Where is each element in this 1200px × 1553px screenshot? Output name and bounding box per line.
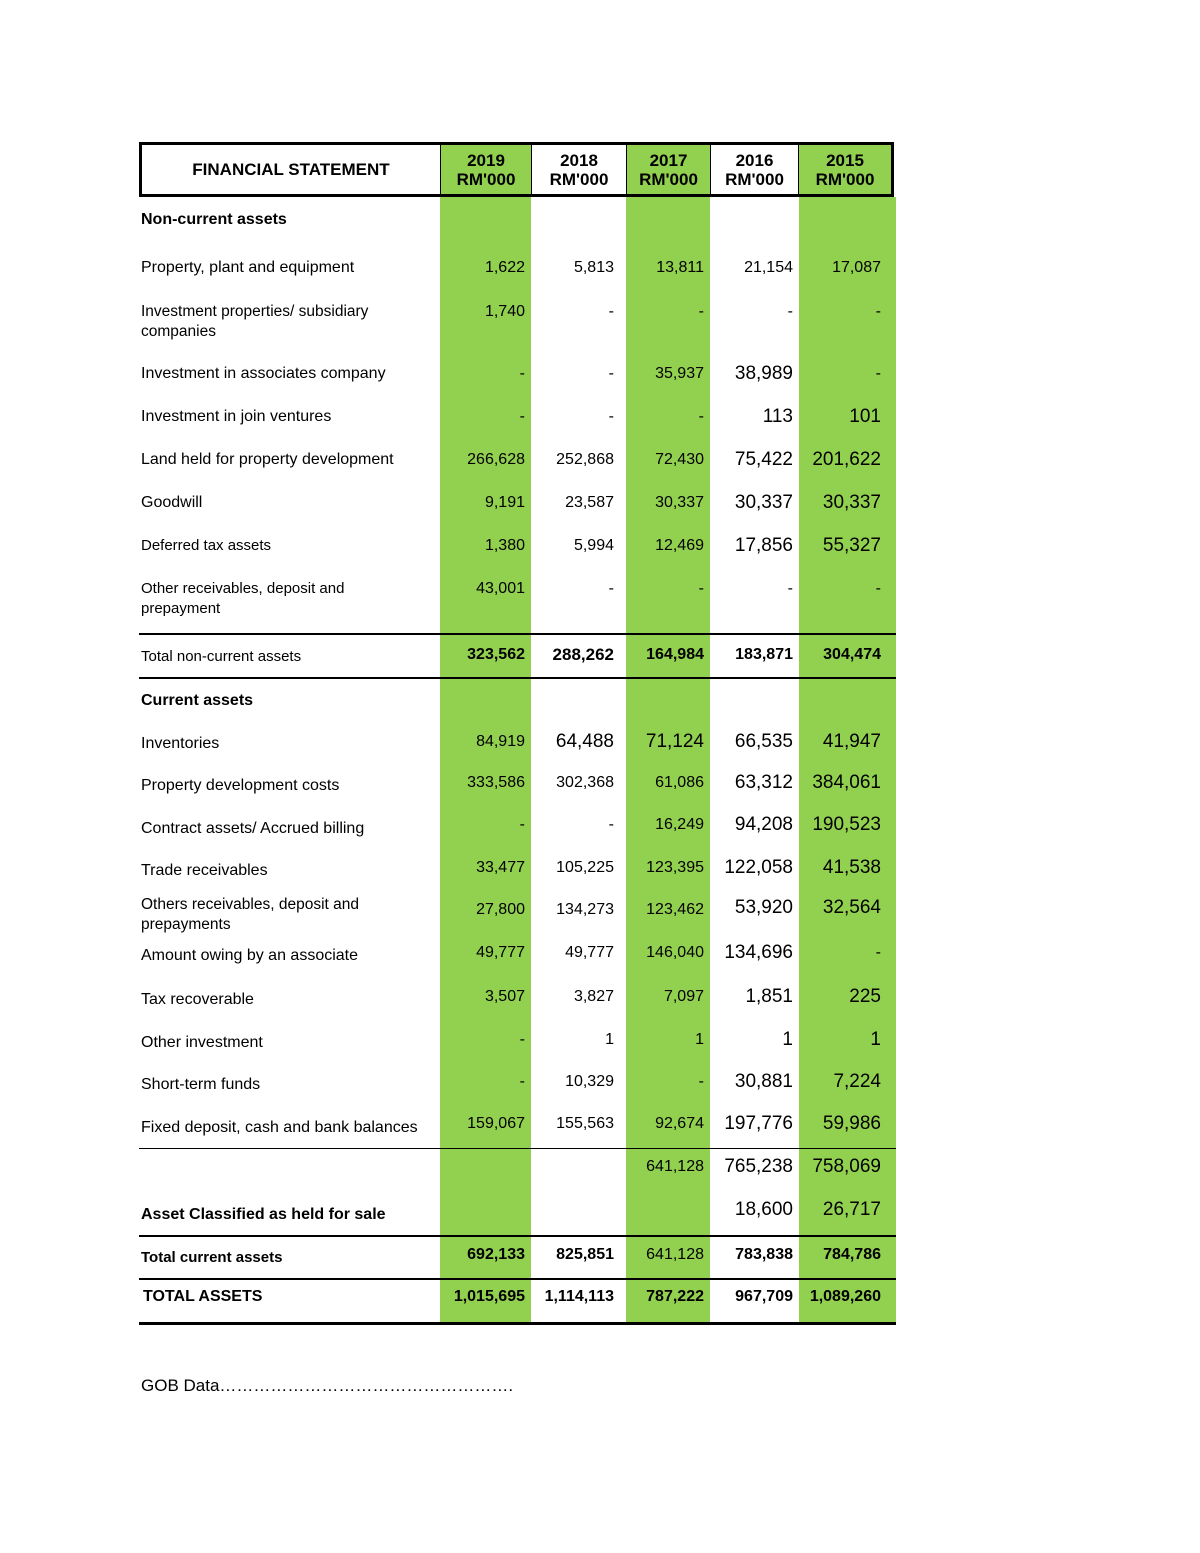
cell-2019: 84,919 xyxy=(476,733,525,750)
cell-2018: - xyxy=(608,365,614,382)
cell-2018: - xyxy=(608,816,614,833)
cell-2015: 225 xyxy=(849,986,881,1007)
cell-2017: 71,124 xyxy=(645,731,704,752)
cell-2016: 967,709 xyxy=(735,1288,793,1305)
row-label: Deferred tax assets xyxy=(141,537,272,554)
cell-2016: - xyxy=(787,303,793,320)
row-label: Other receivables, deposit and prepayment xyxy=(141,580,345,617)
cell-2017: 1 xyxy=(695,1031,704,1048)
year-header-2016 xyxy=(711,145,798,194)
cell-2018: 1,114,113 xyxy=(544,1288,614,1305)
cell-2015: 190,523 xyxy=(812,814,881,835)
cell-2015: 32,564 xyxy=(822,897,881,918)
cell-2017: 164,984 xyxy=(646,646,704,663)
cell-2016: 783,838 xyxy=(735,1246,793,1263)
row-label: Property development costs xyxy=(141,777,340,794)
cell-2015: 41,947 xyxy=(822,731,881,752)
cell-2017: 30,337 xyxy=(655,494,704,511)
cell-2019: 266,628 xyxy=(467,451,525,468)
cell-2015: 7,224 xyxy=(833,1071,881,1092)
cell-2015: 26,717 xyxy=(822,1199,881,1220)
divider xyxy=(139,1322,896,1325)
cell-2018: 1 xyxy=(605,1031,614,1048)
year-header-2019 xyxy=(441,145,531,194)
cell-2015: 201,622 xyxy=(812,449,881,470)
cell-2017: 16,249 xyxy=(655,816,704,833)
row-label: Inventories xyxy=(141,735,220,752)
cell-2017: - xyxy=(698,580,704,597)
cell-2016: 1 xyxy=(782,1029,793,1050)
cell-2015: 1,089,260 xyxy=(809,1288,881,1305)
cell-2017: 641,128 xyxy=(646,1158,704,1175)
divider xyxy=(139,1148,896,1149)
row-label: Goodwill xyxy=(141,494,203,511)
cell-2016: - xyxy=(787,580,793,597)
cell-2016: 66,535 xyxy=(734,731,793,752)
year-label: 2016 xyxy=(735,150,774,170)
cell-2018: 23,587 xyxy=(565,494,614,511)
cell-2019: 1,740 xyxy=(484,303,525,320)
cell-2015: 59,986 xyxy=(822,1113,881,1134)
cell-2019: 323,562 xyxy=(467,646,525,663)
cell-2016: 53,920 xyxy=(734,897,793,918)
cell-2015: 304,474 xyxy=(823,646,881,663)
row-label: Investment in join ventures xyxy=(141,408,332,425)
cell-2016: 183,871 xyxy=(735,646,793,663)
cell-2017: 13,811 xyxy=(656,259,704,276)
row-label: Investment properties/ subsidiary companies xyxy=(141,303,369,340)
year-header-2015 xyxy=(799,145,891,194)
unit-label: RM'000 xyxy=(639,169,698,189)
cell-2015: - xyxy=(875,580,881,597)
cell-2015: 1 xyxy=(870,1029,881,1050)
cell-2017: 123,462 xyxy=(646,901,704,918)
cell-2019: 159,067 xyxy=(467,1115,525,1132)
cell-2016: 197,776 xyxy=(724,1113,793,1134)
row-label: Amount owing by an associate xyxy=(141,947,359,964)
row-label: Investment in associates company xyxy=(141,365,386,382)
row-label: Total current assets xyxy=(141,1249,283,1266)
cell-2018: 252,868 xyxy=(556,451,614,468)
cell-2018: - xyxy=(608,408,614,425)
cell-2019: - xyxy=(519,1031,525,1048)
year-header-2018 xyxy=(532,145,626,194)
cell-2016: 18,600 xyxy=(734,1199,793,1220)
cell-2015: 55,327 xyxy=(822,535,881,556)
cell-2017: 61,086 xyxy=(655,774,704,791)
cell-2016: 75,422 xyxy=(734,449,793,470)
cell-2017: 35,937 xyxy=(655,365,704,382)
cell-2018: 825,851 xyxy=(556,1246,614,1263)
section-heading: Current assets xyxy=(141,692,254,709)
cell-2018: 288,262 xyxy=(552,645,614,664)
cell-2015: 30,337 xyxy=(822,492,881,513)
cell-2018: 5,994 xyxy=(573,537,614,554)
row-label: Contract assets/ Accrued billing xyxy=(141,820,365,837)
unit-label: RM'000 xyxy=(549,169,609,189)
cell-2015: 784,786 xyxy=(823,1246,881,1263)
row-label: Total non-current assets xyxy=(141,648,302,665)
cell-2018: 155,563 xyxy=(556,1115,614,1132)
cell-2016: 765,238 xyxy=(724,1156,793,1177)
cell-2019: - xyxy=(519,816,525,833)
cell-2015: - xyxy=(875,303,881,320)
cell-2015: 41,538 xyxy=(822,857,881,878)
cell-2019: 49,777 xyxy=(476,944,525,961)
cell-2019: 43,001 xyxy=(476,580,525,597)
row-label: Land held for property development xyxy=(141,451,394,468)
row-label: Others receivables, deposit and prepayments xyxy=(141,896,359,933)
cell-2017: 92,674 xyxy=(655,1115,704,1132)
year-label: 2017 xyxy=(649,150,688,170)
cell-2018: - xyxy=(608,303,614,320)
cell-2019: 1,015,695 xyxy=(453,1288,525,1305)
row-label: Property, plant and equipment xyxy=(141,259,355,276)
cell-2017: - xyxy=(698,1073,704,1090)
cell-2019: 1,622 xyxy=(484,259,525,276)
cell-2017: 123,395 xyxy=(646,859,704,876)
cell-2018: 49,777 xyxy=(565,944,614,961)
cell-2019: 9,191 xyxy=(484,494,525,511)
cell-2017: 72,430 xyxy=(655,451,704,468)
cell-2019: - xyxy=(519,408,525,425)
row-label: TOTAL ASSETS xyxy=(143,1288,263,1305)
unit-label: RM'000 xyxy=(815,169,875,189)
cell-2018: 64,488 xyxy=(555,731,614,752)
year-label: 2015 xyxy=(826,150,864,170)
cell-2017: 787,222 xyxy=(646,1288,704,1305)
cell-2016: 94,208 xyxy=(734,814,793,835)
row-label: Other investment xyxy=(141,1034,263,1051)
cell-2015: 758,069 xyxy=(812,1156,881,1177)
cell-2018: 105,225 xyxy=(556,859,614,876)
cell-2015: 101 xyxy=(849,406,881,427)
unit-label: RM'000 xyxy=(725,169,784,189)
cell-2017: - xyxy=(698,408,704,425)
cell-2015: 17,087 xyxy=(832,259,881,276)
cell-2016: 17,856 xyxy=(734,535,793,556)
row-label: Asset Classified as held for sale xyxy=(141,1206,386,1223)
year-label: 2018 xyxy=(560,150,598,170)
cell-2016: 122,058 xyxy=(724,857,793,878)
cell-2019: 1,380 xyxy=(484,537,525,554)
divider xyxy=(139,677,896,679)
cell-2019: 33,477 xyxy=(476,859,525,876)
cell-2016: 30,881 xyxy=(734,1071,793,1092)
row-label: Trade receivables xyxy=(141,862,268,879)
cell-2017: - xyxy=(698,303,704,320)
cell-2017: 12,469 xyxy=(655,537,704,554)
cell-2016: 30,337 xyxy=(734,492,793,513)
cell-2016: 113 xyxy=(762,406,793,427)
cell-2015: - xyxy=(875,365,881,382)
cell-2018: 10,329 xyxy=(565,1073,614,1090)
cell-2019: - xyxy=(519,365,525,382)
unit-label: RM'000 xyxy=(456,169,516,189)
row-label: Fixed deposit, cash and bank balances xyxy=(141,1119,418,1136)
divider xyxy=(139,633,896,635)
cell-2016: 63,312 xyxy=(734,772,793,793)
cell-2015: - xyxy=(875,944,881,961)
cell-2018: 3,827 xyxy=(573,988,614,1005)
footer-note: GOB Data……………………………………………. xyxy=(141,1376,514,1395)
cell-2018: - xyxy=(608,580,614,597)
year-label: 2019 xyxy=(467,150,505,170)
row-label: Short-term funds xyxy=(141,1076,261,1093)
cell-2019: 692,133 xyxy=(467,1246,525,1263)
cell-2019: 3,507 xyxy=(484,988,525,1005)
cell-2019: 27,800 xyxy=(476,901,525,918)
table-title: FINANCIAL STATEMENT xyxy=(192,159,390,179)
cell-2017: 146,040 xyxy=(646,944,704,961)
cell-2019: 333,586 xyxy=(467,774,525,791)
cell-2016: 1,851 xyxy=(745,986,793,1007)
cell-2019: - xyxy=(519,1073,525,1090)
cell-2017: 641,128 xyxy=(646,1246,704,1263)
cell-2018: 302,368 xyxy=(556,774,614,791)
cell-2017: 7,097 xyxy=(663,988,704,1005)
cell-2016: 134,696 xyxy=(724,942,793,963)
divider xyxy=(139,1278,896,1280)
cell-2016: 38,989 xyxy=(734,363,793,384)
cell-2015: 384,061 xyxy=(812,772,881,793)
cell-2018: 134,273 xyxy=(556,901,614,918)
divider xyxy=(139,1235,896,1237)
section-heading: Non-current assets xyxy=(141,211,287,228)
row-label: Tax recoverable xyxy=(141,991,254,1008)
table-header xyxy=(139,142,894,197)
year-header-2017 xyxy=(627,145,710,194)
cell-2018: 5,813 xyxy=(573,259,614,276)
cell-2016: 21,154 xyxy=(744,259,793,276)
